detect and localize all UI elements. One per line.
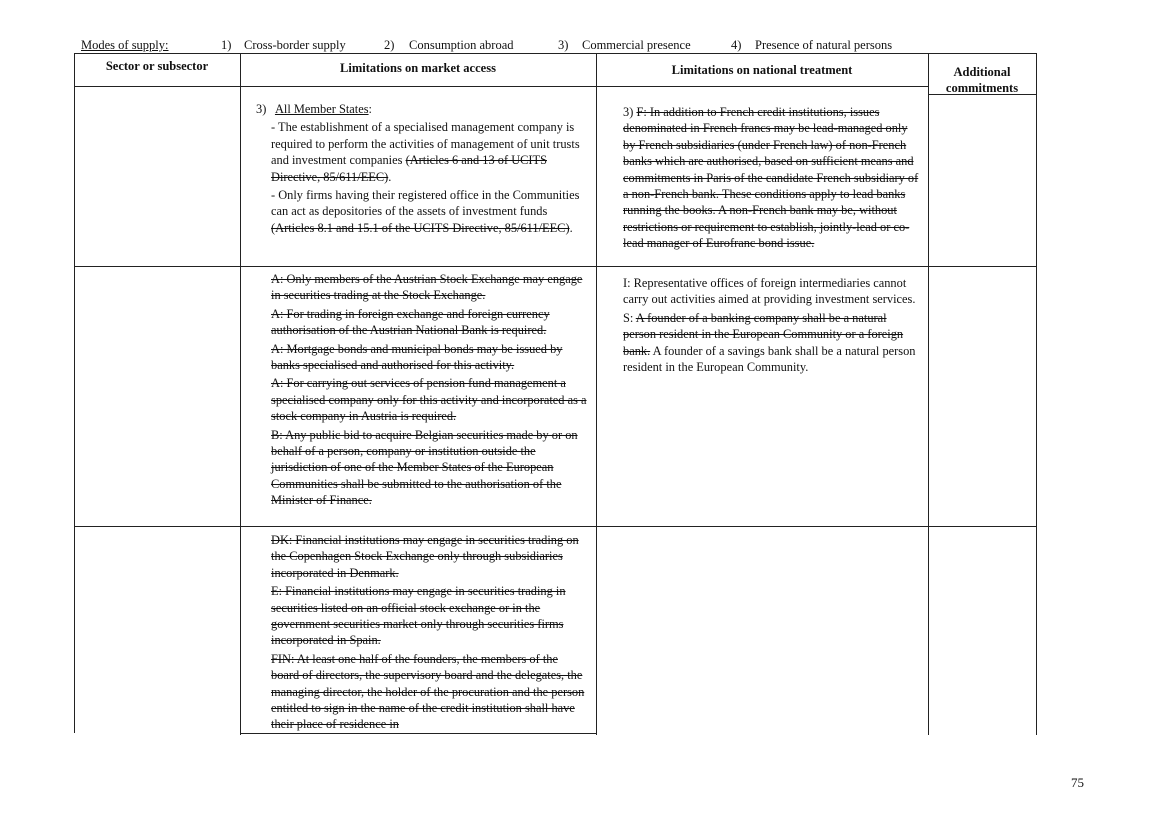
modes-label: Modes of supply:: [81, 38, 169, 52]
row-1-ma-para-2: - Only firms having their registered office in the Communities can act as depositories of the assets of investment funds: [271, 188, 580, 219]
row-3-ma-item: DK: Financial institutions may engage in securities trading on the Copenhagen Stock Exchange only through subsidiaries incorporated in Denmark.: [271, 533, 579, 580]
table-top-border: [74, 53, 1037, 54]
row-1-national-treatment: [623, 104, 919, 254]
row-1-nt-struck-text: F: In addition to French credit institutions, issues denominated in French francs may be lead-managed only by French subsidiaries (under French law) of non-French banks which are authorised, based on sufficient means and commitments in Paris of the candidate French subsidiary of a non-French bank. These conditions apply to lead banks running the books. A non-French bank may be, without restrictions or requirement to establish, jointly-lead or co-lead manager of Eurofranc bond issue.: [623, 105, 919, 251]
col-divider-2: [596, 53, 597, 735]
row-1-ma-number: 3): [256, 102, 267, 116]
row-1-bottom-border: [74, 266, 1037, 267]
mode-2-text: Consumption abroad: [409, 38, 514, 52]
mode-1-text: Cross-border supply: [244, 38, 346, 52]
row-1-ma-para-2-struck: (Articles 8.1 and 15.1 of the UCITS Directive, 85/611/EEC): [271, 220, 570, 235]
row-2-ma-item: A: For carrying out services of pension fund management a specialised company only for this activity and incorporated as a stock company in Austria is required.: [271, 376, 587, 424]
row-1-ma-para-1-struck: (Articles 6 and 13 of UCITS Directive, 85/611/EEC): [271, 153, 547, 184]
header-national-treatment: Limitations on national treatment: [671, 63, 853, 77]
mode-3-text: Commercial presence: [582, 38, 691, 52]
row-2-national-treatment: [623, 275, 921, 377]
row-1-market-access: [256, 101, 590, 238]
row-2-nt-para-1: I: Representative offices of foreign intermediaries cannot carry out activities aimed at providing investment services.: [623, 276, 916, 307]
mode-4-text: Presence of natural persons: [755, 38, 893, 52]
row-1-ma-para-2-end: .: [569, 220, 573, 235]
mode-3-number: 3): [558, 38, 569, 52]
table-right-border: [1036, 53, 1037, 735]
row-3-ma-item: E: Financial institutions may engage in securities trading in securities listed on an official stock exchange or in the government securities market only through securities firms incorporated in Spain.: [271, 584, 566, 648]
row-2-ma-item: A: Mortgage bonds and municipal bonds may be issued by banks specialised and authorised for this activity.: [271, 341, 563, 373]
page-number: 75: [1071, 775, 1084, 790]
mode-1-number: 1): [221, 38, 232, 52]
row-2-nt-para-2-prefix: S:: [623, 310, 636, 325]
row-2-ma-item: B: Any public bid to acquire Belgian securities made by or on behalf of a person, company or institution outside the jurisdiction of one of the Member States of the European Communities shall be submitted to the authorisation of the Minister of Finance.: [271, 427, 578, 508]
row-1-ma-para-1: - The establishment of a specialised management company is required to perform the activities of management of unit trusts and investment companies: [271, 120, 580, 168]
row-2-bottom-border: [74, 526, 1037, 527]
header-sector: Sector or subsector: [105, 59, 209, 73]
table-left-border: [74, 53, 75, 733]
header-market-access: Limitations on market access: [340, 61, 496, 75]
row-2-nt-para-2-struck: A founder of a banking company shall be a natural person resident in the European Community or a foreign bank.: [623, 310, 904, 358]
row-3-market-access: [271, 532, 589, 735]
row-2-nt-para-2-rest: A founder of a savings bank shall be a natural person resident in the European Community.: [623, 343, 916, 375]
row-2-ma-item: A: For trading in foreign exchange and foreign currency authorisation of the Austrian National Bank is required.: [271, 306, 550, 338]
mode-2-number: 2): [384, 38, 395, 52]
row-2-ma-item: A: Only members of the Austrian Stock Exchange may engage in securities trading at the Stock Exchange.: [271, 272, 583, 303]
mode-4-number: 4): [731, 38, 742, 52]
row-2-market-access: [271, 271, 589, 511]
header-bottom-border: [74, 86, 928, 87]
row-1-ma-title: All Member States: [274, 102, 369, 116]
col-divider-1: [240, 53, 241, 735]
row-1-nt-number: 3): [623, 105, 634, 119]
row-1-ma-para-1-end: .: [388, 169, 392, 184]
header-additional-commitments: Additional commitments: [945, 65, 1019, 95]
row-3-ma-item: FIN: At least one half of the founders, the members of the board of directors, the supervisory board and the delegates, the managing director, the holder of the procuration and the person entitled to sign in the name of the credit institution shall have their place of residence in: [271, 651, 585, 732]
row-1-ma-colon: :: [368, 102, 372, 116]
col-divider-3: [928, 53, 929, 735]
